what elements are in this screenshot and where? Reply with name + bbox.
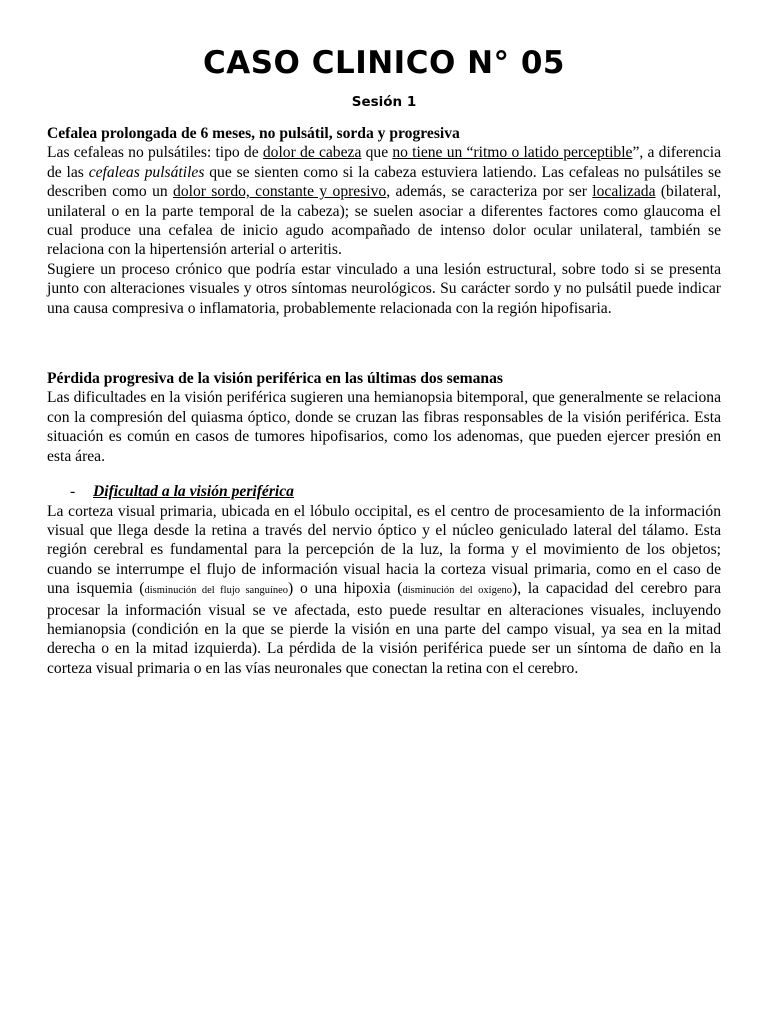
paragraph-cefalea-definition: Las cefaleas no pulsátiles: tipo de dolor de cabeza que no tiene un “ritmo o latido perceptible”, a diferencia de las cefaleas pulsátiles que se sienten como si la cabeza estuviera latiendo. Las cefaleas no pulsátiles se describen como un dolor sordo, constante y opresivo, además, se caracteriza por ser localizada (bilateral, unilateral o en la parte temporal de la cabeza); se suelen asociar a diferentes factores como glaucoma el cual produce una cefalea de inicio agudo acompañado de intenso dolor ocular unilateral, también se relaciona con la hipertensión arterial o arteritis. — [47, 144, 722, 259]
small-note-hipoxia: disminución del oxígeno — [402, 585, 512, 597]
document-page — [47, 44, 721, 678]
paragraph-cefalea-interpretation: Sugiere un proceso crónico que podría estar vinculado a una lesión estructural, sobre todo si se presenta junto con alteraciones visuales y otros síntomas neurológicos. Su carácter sordo y no pulsátil puede indicar una causa compresiva o inflamatoria, probablemente relacionada con la región hipofisaria. — [47, 260, 721, 317]
bullet-item-dificultad-vision — [47, 482, 721, 501]
small-note-isquemia: disminución del flujo sanguíneo — [144, 585, 289, 597]
underlined-term-localizada: localizada — [592, 183, 656, 201]
paragraph-hemianopsia: Las dificultades en la visión periférica sugieren una hemianopsia bitemporal, que generalmente se relaciona con la compresión del quiasma óptico, donde se cruzan las fibras responsables de la visión periférica. Esta situación es común en casos de tumores hipofisarios, como los adenomas, que pueden ejercer presión en esta área. — [47, 389, 721, 465]
session-label: Sesión 1 — [351, 94, 417, 110]
bullet-marker: - — [70, 483, 76, 501]
bullet-text: Dificultad a la visión periférica — [93, 483, 294, 501]
section-heading-vision: Pérdida progresiva de la visión periférica en las últimas dos semanas — [47, 370, 503, 388]
section-heading-cefalea: Cefalea prolongada de 6 meses, no pulsátil, sorda y progresiva — [47, 125, 460, 142]
document-title: CASO CLINICO N° 05 — [202, 45, 565, 81]
underlined-term-dolor-sordo: dolor sordo, constante y opresivo — [173, 183, 387, 201]
paragraph-corteza-visual: La corteza visual primaria, ubicada en el lóbulo occipital, es el centro de procesamiento de la información visual que llega desde la retina a través del nervio óptico y el núcleo geniculado lateral del tálamo. Esta región cerebral es fundamental para la percepción de la luz, la forma y el movimiento de los objetos; cuando se interrumpe el flujo de información visual hacia la corteza visual primaria, como en el caso de una isquemia (disminución del flujo sanguíneo) o una hipoxia (disminución del oxígeno), la capacidad del cerebro para procesar la información visual se ve afectada, esto puede resultar en alteraciones visuales, incluyendo hemianopsia (condición en la que se pierde la visión en una parte del campo visual, ya sea en la mitad derecha o en la mitad izquierda). La pérdida de la visión periférica puede ser un síntoma de daño en la corteza visual primaria o en las vías neuronales que conectan la retina con el cerebro. — [47, 502, 721, 677]
italic-term-cefaleas-pulsatiles: cefaleas pulsátiles — [88, 163, 205, 181]
underlined-term-dolor-de-cabeza: dolor de cabeza — [262, 144, 362, 162]
underlined-term-ritmo: no tiene un “ritmo o latido perceptible — [392, 144, 633, 162]
